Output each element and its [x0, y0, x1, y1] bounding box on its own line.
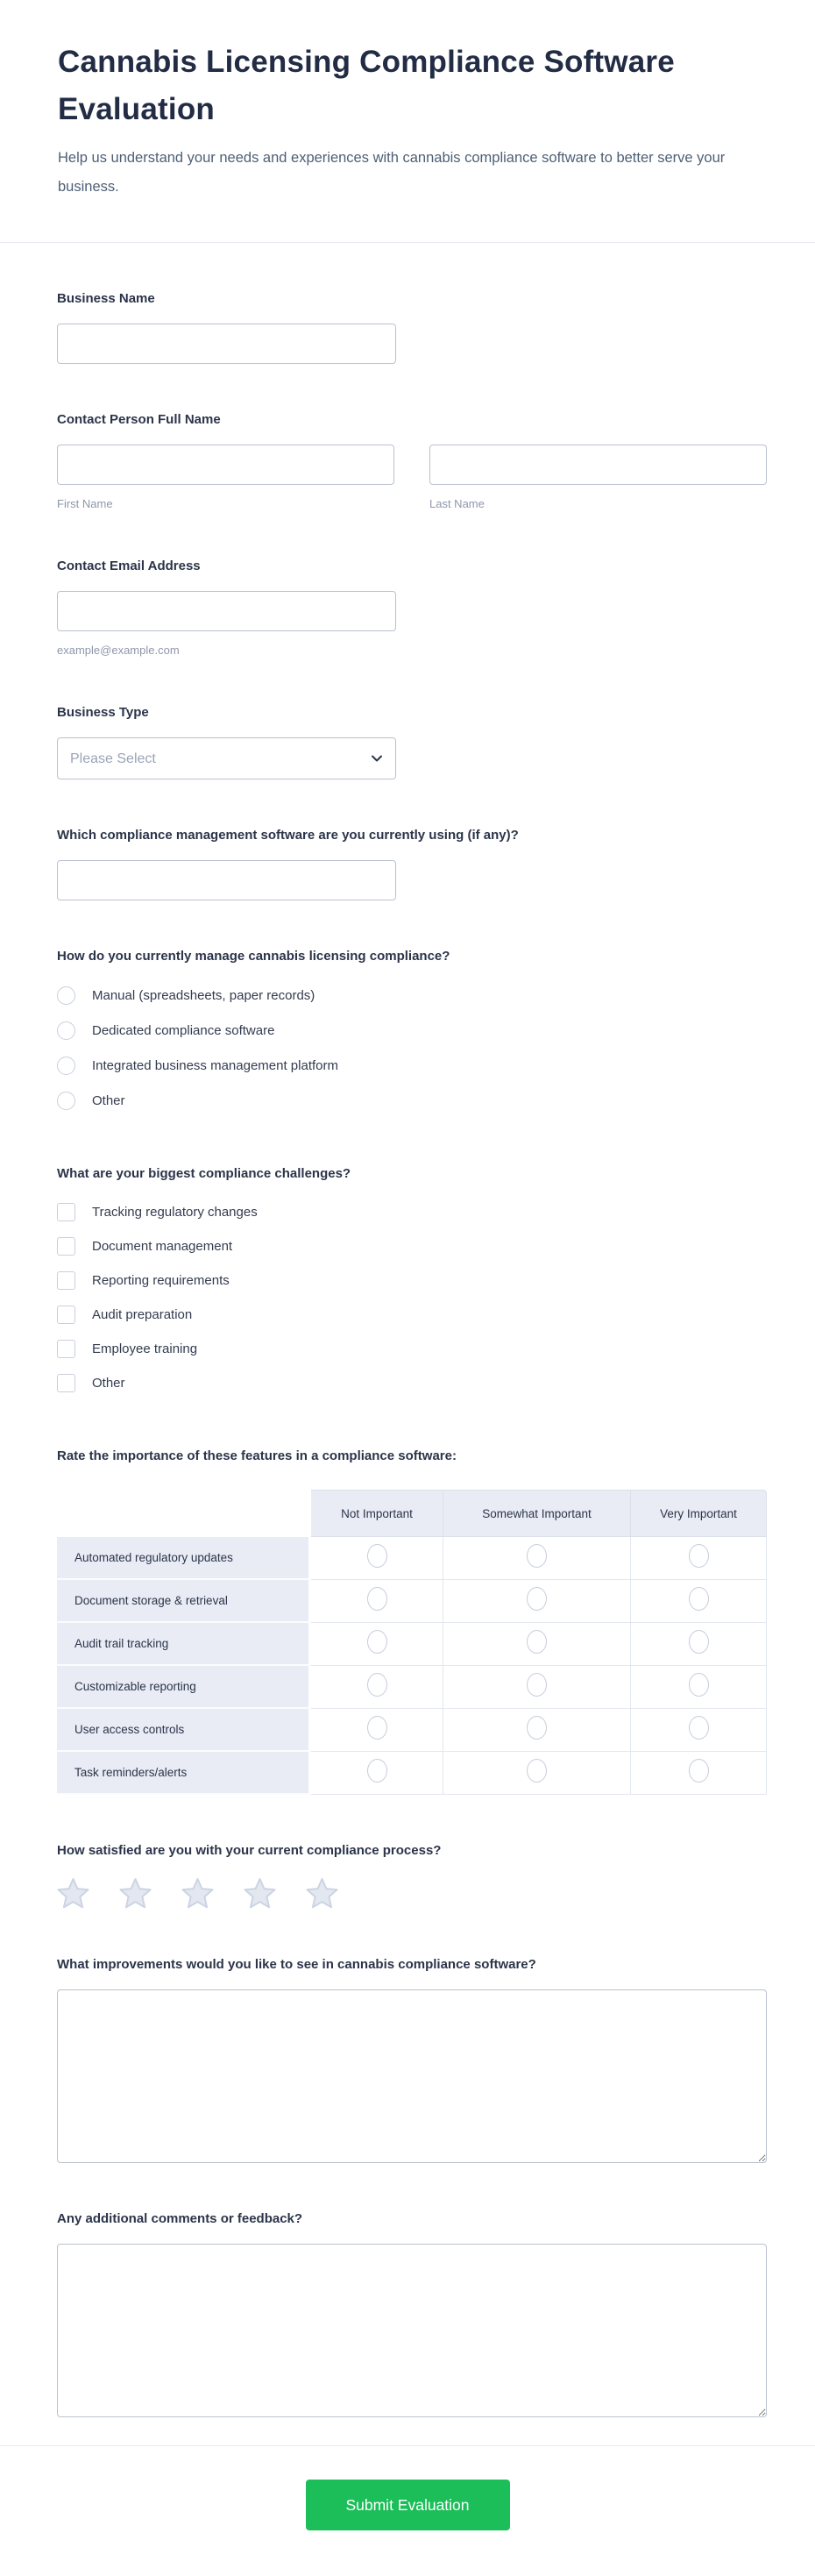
- matrix-row: [57, 1537, 767, 1580]
- matrix-radio-button[interactable]: [367, 1630, 387, 1654]
- matrix-cell[interactable]: [631, 1537, 767, 1580]
- matrix-radio-button[interactable]: [367, 1759, 387, 1783]
- first-name-sublabel: First Name: [57, 497, 113, 510]
- question-improvements: [57, 1956, 767, 2163]
- matrix-cell[interactable]: [311, 1709, 443, 1752]
- form-footer: [0, 2446, 815, 2576]
- matrix-radio-button[interactable]: [527, 1759, 547, 1783]
- matrix-row-label: User access controls: [57, 1709, 311, 1752]
- business-type-select[interactable]: [57, 737, 396, 779]
- last-name-input[interactable]: [429, 445, 767, 485]
- manage-method-radio-group: [57, 978, 767, 1118]
- business-name-input[interactable]: [57, 324, 396, 364]
- checkbox-option[interactable]: [57, 1195, 767, 1229]
- checkbox[interactable]: [57, 1203, 75, 1221]
- email-hint: example@example.com: [57, 644, 180, 657]
- star-icon[interactable]: [119, 1877, 152, 1909]
- checkbox-option-label: Tracking regulatory changes: [92, 1205, 258, 1220]
- question-manage-method: [57, 948, 767, 1118]
- radio-option[interactable]: [57, 1048, 767, 1083]
- checkbox-option-label: Employee training: [92, 1341, 198, 1356]
- matrix-cell[interactable]: [443, 1752, 631, 1795]
- matrix-radio-button[interactable]: [689, 1630, 709, 1654]
- matrix-cell[interactable]: [631, 1752, 767, 1795]
- radio-button[interactable]: [57, 986, 75, 1005]
- form-header: [0, 0, 815, 202]
- matrix-row-label: Audit trail tracking: [57, 1623, 311, 1666]
- matrix-cell[interactable]: [443, 1709, 631, 1752]
- last-name-col: [429, 445, 767, 510]
- radio-option[interactable]: [57, 1013, 767, 1048]
- matrix-cell[interactable]: [311, 1666, 443, 1709]
- matrix-cell[interactable]: [631, 1623, 767, 1666]
- checkbox-option-label: Audit preparation: [92, 1307, 193, 1322]
- matrix-cell[interactable]: [443, 1623, 631, 1666]
- improvements-textarea[interactable]: [57, 1989, 767, 2163]
- matrix-row-label: Document storage & retrieval: [57, 1580, 311, 1623]
- radio-button[interactable]: [57, 1021, 75, 1040]
- email-input[interactable]: [57, 591, 396, 631]
- question-satisfaction: [57, 1842, 767, 1909]
- star-icon[interactable]: [57, 1877, 89, 1909]
- checkbox[interactable]: [57, 1374, 75, 1392]
- submit-button[interactable]: Submit Evaluation: [306, 2480, 510, 2530]
- question-comments: [57, 2210, 767, 2417]
- contact-name-label: Contact Person Full Name: [57, 412, 221, 427]
- email-label: Contact Email Address: [57, 559, 201, 573]
- feature-matrix-table: [57, 1490, 767, 1795]
- matrix-radio-button[interactable]: [367, 1587, 387, 1611]
- matrix-header-row: [57, 1490, 767, 1537]
- first-name-input[interactable]: [57, 445, 394, 485]
- matrix-cell[interactable]: [631, 1580, 767, 1623]
- challenges-checkbox-group: [57, 1195, 767, 1400]
- satisfaction-label: How satisfied are you with your current compliance process?: [57, 1843, 442, 1858]
- star-icon[interactable]: [306, 1877, 338, 1909]
- business-type-select-wrap: [57, 737, 396, 779]
- form-subtitle: Help us understand your needs and experiences with cannabis compliance software to better serve your business.: [58, 150, 726, 195]
- matrix-row: [57, 1623, 767, 1666]
- question-business-type: [57, 704, 767, 779]
- matrix-radio-button[interactable]: [367, 1716, 387, 1740]
- matrix-cell[interactable]: [443, 1580, 631, 1623]
- matrix-radio-button[interactable]: [527, 1587, 547, 1611]
- radio-button[interactable]: [57, 1092, 75, 1110]
- comments-textarea[interactable]: [57, 2244, 767, 2417]
- form-body: [0, 290, 815, 2417]
- business-name-label: Business Name: [57, 291, 155, 306]
- radio-option-label: Manual (spreadsheets, paper records): [92, 987, 315, 1003]
- matrix-cell[interactable]: [631, 1666, 767, 1709]
- checkbox[interactable]: [57, 1271, 75, 1290]
- checkbox[interactable]: [57, 1237, 75, 1256]
- matrix-radio-button[interactable]: [689, 1673, 709, 1697]
- matrix-row: [57, 1580, 767, 1623]
- matrix-radio-button[interactable]: [689, 1544, 709, 1568]
- checkbox-option[interactable]: [57, 1332, 767, 1366]
- matrix-corner-cell: [57, 1490, 311, 1537]
- question-feature-matrix: [57, 1448, 767, 1795]
- radio-button[interactable]: [57, 1057, 75, 1075]
- star-rating: [57, 1877, 767, 1909]
- checkbox[interactable]: [57, 1306, 75, 1324]
- radio-option[interactable]: [57, 1083, 767, 1118]
- matrix-row-label: Automated regulatory updates: [57, 1537, 311, 1580]
- improvements-label: What improvements would you like to see in cannabis compliance software?: [57, 1957, 536, 1972]
- matrix-cell[interactable]: [443, 1666, 631, 1709]
- star-icon[interactable]: [181, 1877, 214, 1909]
- radio-option-label: Integrated business management platform: [92, 1057, 338, 1073]
- radio-option-label: Dedicated compliance software: [92, 1022, 275, 1038]
- last-name-sublabel: Last Name: [429, 497, 485, 510]
- matrix-cell[interactable]: [311, 1623, 443, 1666]
- checkbox[interactable]: [57, 1340, 75, 1358]
- matrix-column-header: Not Important: [311, 1490, 443, 1537]
- matrix-radio-button[interactable]: [689, 1587, 709, 1611]
- matrix-radio-button[interactable]: [527, 1716, 547, 1740]
- first-name-col: [57, 445, 394, 510]
- question-business-name: [57, 290, 767, 364]
- question-current-software: [57, 827, 767, 900]
- star-icon[interactable]: [244, 1877, 276, 1909]
- checkbox-option-label: Reporting requirements: [92, 1273, 230, 1288]
- header-divider: [0, 242, 815, 243]
- radio-option[interactable]: [57, 978, 767, 1013]
- matrix-radio-button[interactable]: [527, 1673, 547, 1697]
- name-row: [57, 445, 767, 510]
- matrix-cell[interactable]: [311, 1580, 443, 1623]
- challenges-label: What are your biggest compliance challenges?: [57, 1166, 351, 1181]
- current-software-input[interactable]: [57, 860, 396, 900]
- matrix-column-header: Somewhat Important: [443, 1490, 631, 1537]
- matrix-column-header: Very Important: [631, 1490, 767, 1537]
- question-email: [57, 558, 767, 657]
- question-challenges: [57, 1165, 767, 1400]
- business-type-label: Business Type: [57, 705, 149, 720]
- form-title: Cannabis Licensing Compliance Software Evaluation: [58, 45, 675, 126]
- matrix-cell[interactable]: [443, 1537, 631, 1580]
- current-software-label: Which compliance management software are you currently using (if any)?: [57, 828, 519, 843]
- matrix-cell[interactable]: [311, 1537, 443, 1580]
- matrix-radio-button[interactable]: [689, 1759, 709, 1783]
- matrix-row: [57, 1666, 767, 1709]
- checkbox-option-label: Other: [92, 1376, 125, 1391]
- checkbox-option[interactable]: [57, 1229, 767, 1263]
- manage-method-label: How do you currently manage cannabis licensing compliance?: [57, 949, 450, 964]
- matrix-row-label: Task reminders/alerts: [57, 1752, 311, 1795]
- radio-option-label: Other: [92, 1092, 125, 1108]
- checkbox-option-label: Document management: [92, 1239, 233, 1254]
- checkbox-option[interactable]: [57, 1263, 767, 1298]
- matrix-row: [57, 1709, 767, 1752]
- matrix-row: [57, 1752, 767, 1795]
- comments-label: Any additional comments or feedback?: [57, 2211, 303, 2226]
- matrix-radio-button[interactable]: [367, 1673, 387, 1697]
- checkbox-option[interactable]: [57, 1298, 767, 1332]
- matrix-radio-button[interactable]: [527, 1630, 547, 1654]
- matrix-row-label: Customizable reporting: [57, 1666, 311, 1709]
- matrix-radio-button[interactable]: [367, 1544, 387, 1568]
- checkbox-option[interactable]: [57, 1366, 767, 1400]
- matrix-radio-button[interactable]: [527, 1544, 547, 1568]
- feature-matrix-label: Rate the importance of these features in a compliance software:: [57, 1448, 457, 1463]
- matrix-cell[interactable]: [631, 1709, 767, 1752]
- question-contact-name: [57, 411, 767, 510]
- matrix-radio-button[interactable]: [689, 1716, 709, 1740]
- matrix-cell[interactable]: [311, 1752, 443, 1795]
